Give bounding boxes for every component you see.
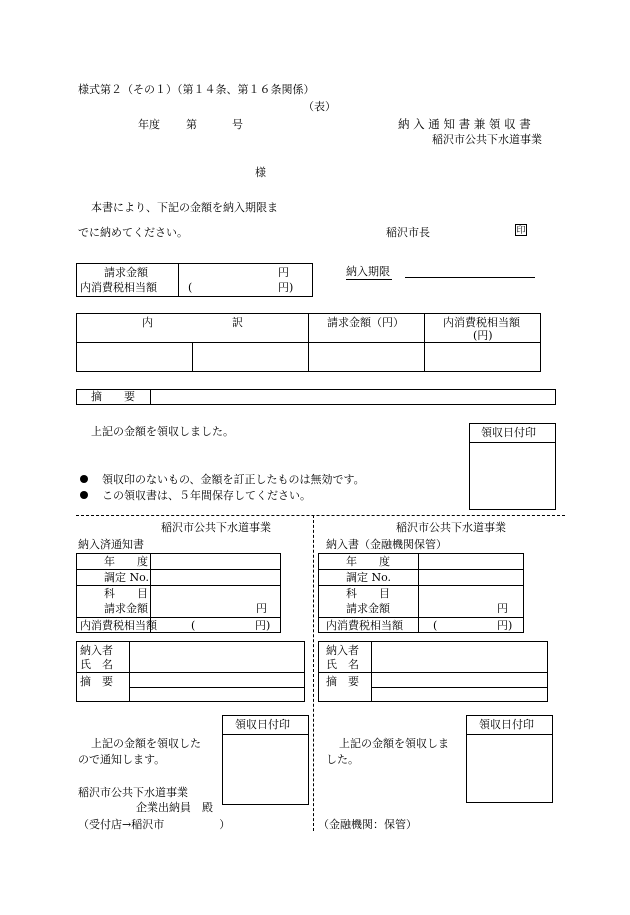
go-label: 号 <box>232 118 243 131</box>
form-number: 様式第２（その１）（第１４条、第１６条関係） <box>78 83 315 96</box>
right-payer-label: 納入者 <box>326 644 359 657</box>
col-wake: 訳 <box>232 316 243 329</box>
mayor-label: 稲沢市長 <box>386 226 430 239</box>
right-billing-yen: 円 <box>497 602 508 615</box>
left-receipt-line-1: 上記の金額を領収した <box>91 737 201 750</box>
summary-row <box>76 389 556 405</box>
left-footer-2: 企業出納員 殿 <box>136 801 213 814</box>
receipt-stamp-title: 領収日付印 <box>481 426 536 439</box>
col-tax-unit: (円) <box>473 329 493 342</box>
left-receipt-line-2: ので通知します。 <box>78 753 166 766</box>
dai-label: 第 <box>186 118 197 131</box>
summary-label: 摘 要 <box>91 390 135 403</box>
tax-label: 内消費税相当額 <box>80 281 157 294</box>
col-uchi: 内 <box>142 316 153 329</box>
right-receipt-line-2: した。 <box>326 753 359 766</box>
tax-close: 円) <box>278 281 294 294</box>
left-title: 納入済通知書 <box>78 538 144 551</box>
deadline-line <box>405 277 535 278</box>
cut-line-horizontal <box>76 515 565 516</box>
document-title: 納 入 通 知 書 兼 領 収 書 <box>398 117 531 131</box>
right-row-tax: 内消費税相当額 <box>326 619 403 632</box>
left-summary-label: 摘 要 <box>80 675 113 688</box>
left-footer-1: 稲沢市公共下水道事業 <box>78 786 188 799</box>
right-tax-close: 円) <box>497 619 513 632</box>
left-stamp-title: 領収日付印 <box>235 718 290 731</box>
left-row-year: 年 度 <box>104 555 148 568</box>
right-footer-1: （金融機関：保管） <box>318 818 417 831</box>
right-org: 稲沢市公共下水道事業 <box>396 521 506 534</box>
col-tax: 内消費税相当額 <box>443 316 520 329</box>
right-receipt-line-1: 上記の金額を領収しま <box>339 737 449 750</box>
note-2: この領収書は、５年間保存してください。 <box>102 489 311 502</box>
seal-icon: 印 <box>516 226 526 236</box>
bullet-icon <box>80 475 88 483</box>
left-row-kamoku: 科 目 <box>104 587 148 600</box>
left-name-label: 氏 名 <box>80 658 113 671</box>
left-org: 稲沢市公共下水道事業 <box>161 521 271 534</box>
left-tax-close: 円) <box>255 619 271 632</box>
right-row-kamoku: 科 目 <box>346 587 390 600</box>
right-title: 納入書（金融機関保管） <box>326 538 447 551</box>
billing-label: 請求金額 <box>104 266 148 279</box>
deadline-label: 納入期限 <box>346 265 390 278</box>
side-label: （表） <box>303 100 336 113</box>
left-billing-yen: 円 <box>256 602 267 615</box>
receipt-text: 上記の金額を領収しました。 <box>91 425 234 438</box>
left-row-billing: 請求金額 <box>104 602 148 615</box>
left-footer-3: （受付店→稲沢市 ） <box>78 818 231 831</box>
right-tax-open: ( <box>433 619 438 632</box>
cut-line-vertical <box>313 515 314 831</box>
year-label: 年度 <box>138 118 160 131</box>
left-row-chotei: 調定 No. <box>104 571 150 584</box>
right-summary-label: 摘 要 <box>326 675 359 688</box>
tax-open: ( <box>188 281 193 294</box>
note-1: 領収印のないもの、金額を訂正したものは無効です。 <box>102 473 365 486</box>
left-row-tax: 内消費税相当額 <box>80 619 157 632</box>
right-row-billing: 請求金額 <box>346 602 390 615</box>
issuer: 稲沢市公共下水道事業 <box>432 133 542 146</box>
notice-line-1: 本書により、下記の金額を納入期限ま <box>91 201 278 214</box>
right-stamp-title: 領収日付印 <box>479 718 534 731</box>
right-row-year: 年 度 <box>346 555 390 568</box>
left-tax-open: ( <box>191 619 196 632</box>
right-name-label: 氏 名 <box>326 658 359 671</box>
left-payer-label: 納入者 <box>80 644 113 657</box>
billing-yen: 円 <box>278 266 289 279</box>
col-billing: 請求金額（円） <box>327 316 404 329</box>
right-row-chotei: 調定 No. <box>346 571 392 584</box>
bullet-icon <box>80 491 88 499</box>
notice-line-2: でに納めてください。 <box>78 226 188 239</box>
addressee-sama: 様 <box>255 166 266 179</box>
